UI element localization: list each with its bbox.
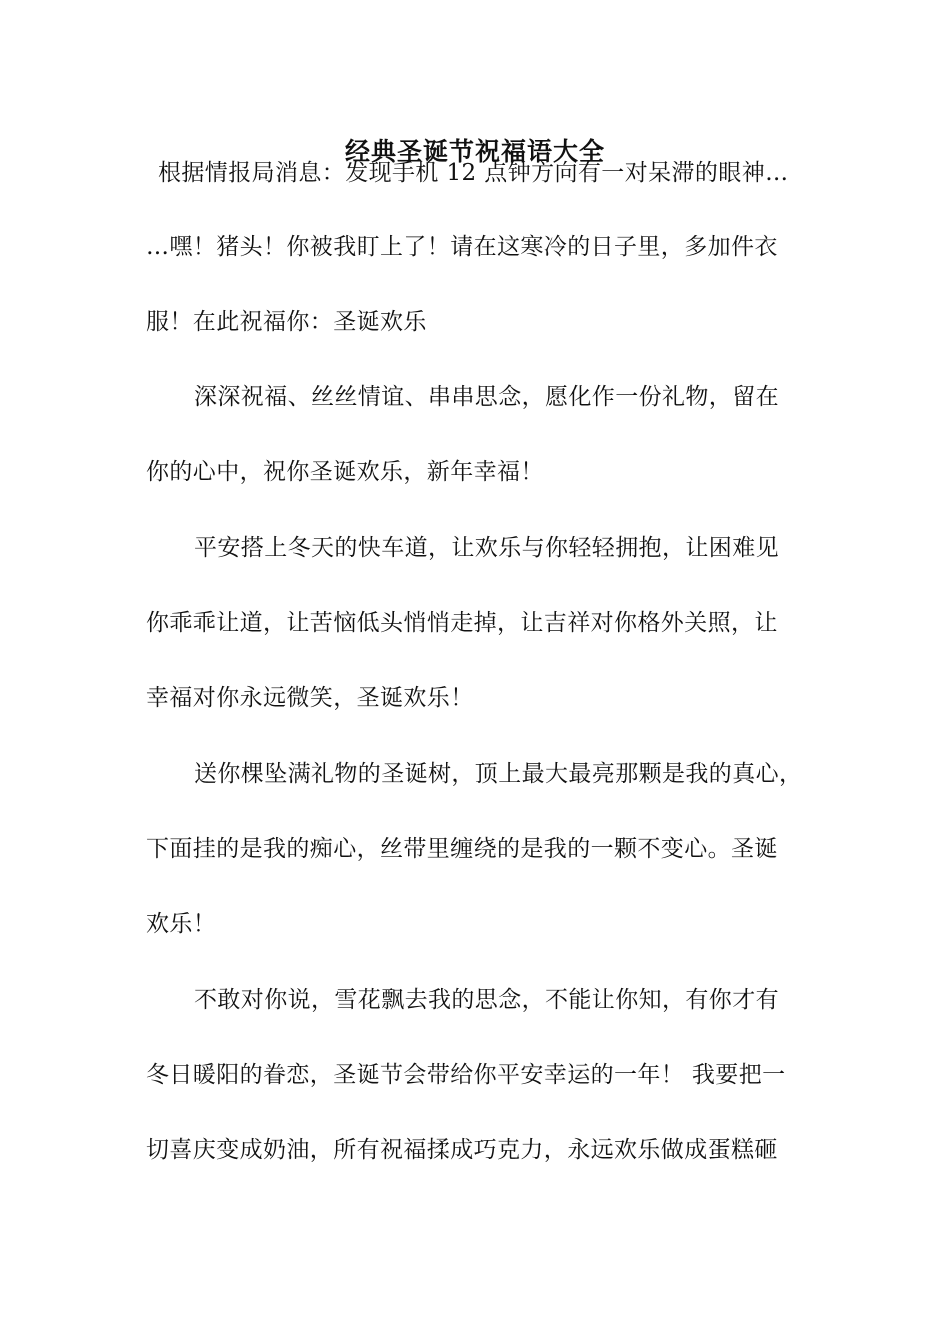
text-line: 深深祝福、丝丝情谊、串串思念，愿化作一份礼物，留在 — [194, 384, 779, 410]
text-line: 根据情报局消息：发现手机 12 点钟方向有一对呆滞的眼神… — [158, 160, 789, 186]
text-line: 幸福对你永远微笑，圣诞欢乐！ — [146, 685, 474, 711]
text-line: 冬日暖阳的眷恋，圣诞节会带给你平安幸运的一年！ 我要把一 — [146, 1062, 786, 1088]
text-line: 服！在此祝福你：圣诞欢乐 — [146, 309, 427, 335]
text-line: 欢乐！ — [146, 911, 217, 937]
text-line: 不敢对你说，雪花飘去我的思念，不能让你知，有你才有 — [194, 987, 779, 1013]
text-line: 平安搭上冬天的快车道，让欢乐与你轻轻拥抱，让困难见 — [194, 535, 779, 561]
text-line: 你的心中，祝你圣诞欢乐，新年幸福！ — [146, 459, 544, 485]
text-line: …嘿！猪头！你被我盯上了！请在这寒冷的日子里，多加件衣 — [146, 234, 778, 260]
text-line: 下面挂的是我的痴心，丝带里缠绕的是我的一颗不变心。圣诞 — [146, 836, 778, 862]
text-line: 切喜庆变成奶油，所有祝福揉成巧克力，永远欢乐做成蛋糕砸 — [146, 1137, 778, 1163]
text-line: 你乖乖让道，让苦恼低头悄悄走掉，让吉祥对你格外关照，让 — [146, 610, 778, 636]
text-line: 送你棵坠满礼物的圣诞树，顶上最大最亮那颗是我的真心， — [194, 761, 803, 787]
document-title: 经典圣诞节祝福语大全 — [344, 137, 605, 166]
